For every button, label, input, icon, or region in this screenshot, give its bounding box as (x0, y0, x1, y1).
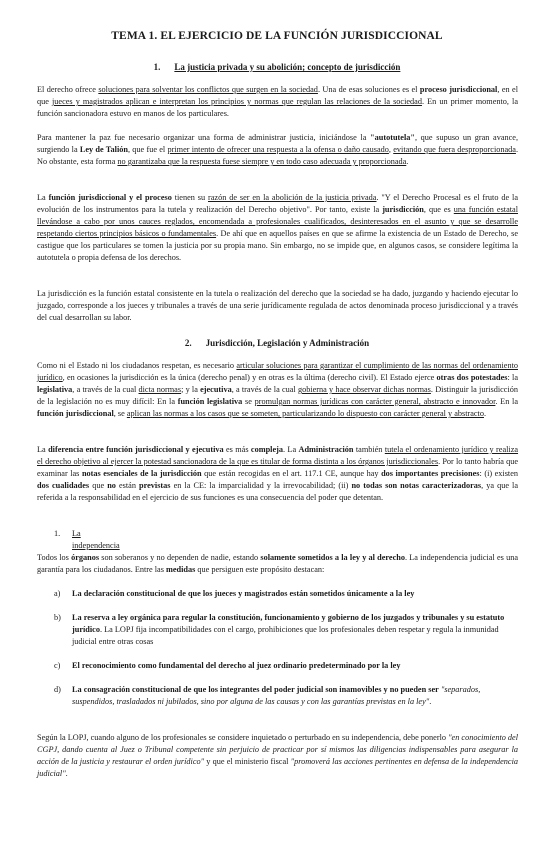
paragraph-jurisdiccion: La función jurisdiccional y el proceso tienen su razón de ser en la abolición de la justicia privada. "Y el Derecho Procesal es el fruto de la evolución de los instrumentos para la tutela y realización del Derecho objetivo". Por tanto, existe la jurisdicción, que es una función estatal llevándose a cabo por unos cauces reglados, encomendada a profesionales cualificados, desinteresados en el asunto y que se desarrolle respetando ciertos principios básicos o fundamentales. De ahí que en aquellos países en que se afirme la existencia de un Estado de Derecho, se castigue que los particulares se tomen la justicia por su propia mano. Sin embargo, no se impide que, en algunos casos, se considere legítima la autotutela o propia defensa de los derechos. (37, 193, 518, 262)
paragraph-organos: Todos los órganos son soberanos y no dependen de nadie, estando solamente sometidos a la ley y al derecho. La independencia judicial es una garantía para los ciudadanos. Entre las medidas que persiguen este propósito destacan: (37, 553, 518, 574)
section-number: 1. (153, 62, 161, 72)
list-label: La independencia (72, 529, 120, 550)
document-page: TEMA 1. EL EJERCICIO DE LA FUNCIÓN JURISDICCIONAL 1. La justicia privada y su abolición; concepto de jurisdicción El derecho ofrece soluciones para solventar los conflictos que surgen en la sociedad. Una de esas soluciones es el proceso jurisdiccional, en el que jueces y magistrados aplican e interpretan los principios y normas que regulan las relaciones de la sociedad. En un primer momento, la función sancionadora estuvo en manos de los particulares. Para mantener la paz fue necesario organizar una forma de administrar justicia, iniciándose la "autotutela", que supuso un gran avance, surgiendo la Ley de Talión, que fue el primer intento de ofrecer una respuesta a la ofensa o daño causado, evitando que fuera desproporcionada. No obstante, esta forma no garantizaba que la respuesta fuese siempre y en todo caso adecuada y proporcionada. La función jurisdiccional y el proceso tienen su razón de ser en la abolición de la justicia privada. "Y el Derecho Procesal es el fruto de la evolución de los instrumentos para la tutela y realización del Derecho objetivo". Por tanto, existe la jurisdicción, que es una función estatal llevándose a cabo por unos cauces reglados, encomendada a profesionales cualificados, desinteresados en el asunto y que se desarrolle respetando ciertos principios básicos o fundamentales. De ahí que en aquellos países en que se afirme la existencia de un Estado de Derecho, se castigue que los particulares se tomen la justicia por su propia mano. Sin embargo, no se impide que, en algunos casos, se considere legítima la autotutela o propia defensa de los derechos. La jurisdicción es la función estatal consistente en la tutela o realización del derecho que la sociedad se ha dado, juzgando y haciendo ejecutar lo juzgado, corresponde a los jueces y tribunales a través de una serie jurídicamente regulada de actos denominada proceso jurisdiccional y a través del cual desarrollan su labor. 2. Jurisdicción, Legislación y Administración Como ni el Estado ni los ciudadanos respetan, es necesario articular soluciones para garantizar el cumplimiento de las normas del ordenamiento jurídico, en ocasiones la jurisdicción es la única (derecho penal) y en otras es la última (derecho civil). El Estado ejerce otras dos potestades: la legislativa, a través de la cual dicta normas; y la ejecutiva, a través de la cual gobierna y hace observar dichas normas. Distinguir la jurisdicción de la legislación no es muy difícil: En la función legislativa se promulgan normas jurídicas con carácter general, abstracto e innovador. En la función jurisdiccional, se aplican las normas a los casos que se someten, particularizando lo dispuesto con carácter general y abstracto. La diferencia entre función jurisdiccional y ejecutiva es más compleja. La Administración también tutela el ordenamiento jurídico y realiza el derecho objetivo al ejercer la potestad sancionadora de la que es titular de forma distinta a los órganos jurisdiccionales. Por lo tanto habría que examinar las notas esenciales de la jurisdicción que están recogidas en el art. 117.1 CE, aunque hay dos importantes precisiones: (i) existen dos cualidades que no están previstas en la CE: la imparcialidad y la irrevocabilidad; (ii) no todas son notas caracterizadoras, ya que la referida a la responsabilidad en el ejercicio de sus funciones es una consecuencia del poder que detentan. 1. La independencia Todos los órganos son soberanos y no dependen de nadie, estando solamente sometidos a la ley y al derecho. La independencia judicial es una garantía para los ciudadanos. Entre las medidas que persiguen este propósito destacan: a) La declaración constitucional de que los jueces y magistrados están sometidos únicamente a la ley b) La reserva a ley orgánica para regular la constitución, funcionamiento y gobierno de los juzgados y tribunales y su estatuto jurídico. La LOPJ fija incompatibilidades con el cargo, prohibiciones que los profesionales deben respetar y regula la inmunidad judicial entre otras cosas c) El reconocimiento como fundamental del derecho al juez ordinario predeterminado por la ley d) La consagración constitucional de que los integrantes del poder judicial son inamovibles y no pueden ser "separados, suspendidos, trasladados ni jubilados, sino por alguna de las causas y con las garantías previstas en la ley". Según la LOPJ, cuando alguno de los profesionales se considere inquietado o perturbado en su independencia, debe ponerlo "en conocimiento del CGPJ, dando cuenta al Juez o Tribunal competente sin perjuicio de practicar por sí mismos las diligencias indispensables para asegurar la acción de la justicia y restaurar el orden jurídico" y que el ministerio fiscal "promoverá las acciones pertinentes en defensa de la independencia judicial". (0, 0, 554, 848)
section-title: Jurisdicción, Legislación y Administración (205, 338, 370, 348)
list-marker: c) (54, 661, 61, 670)
list-marker: b) (54, 613, 61, 622)
paragraph-intro: El derecho ofrece soluciones para solventar los conflictos que surgen en la sociedad. Una de esas soluciones es el proceso jurisdiccional, en el que jueces y magistrados aplican e interpretan los principios y normas que regulan las relaciones de la sociedad. En un primer momento, la función sancionadora estuvo en manos de los particulares. (37, 85, 518, 118)
paragraph-definicion: La jurisdicción es la función estatal consistente en la tutela o realización del derecho que la sociedad se ha dado, juzgando y haciendo ejecutar lo juzgado, corresponde a los jueces y tribunales a través de una serie jurídicamente regulada de actos denominada proceso jurisdiccional y a través del cual desarrollan su labor. (37, 289, 518, 322)
section-number: 2. (184, 338, 192, 348)
list-marker: d) (54, 685, 61, 694)
paragraph-potestades: Como ni el Estado ni los ciudadanos respetan, es necesario articular soluciones para garantizar el cumplimiento de las normas del ordenamiento jurídico, en ocasiones la jurisdicción es la única (derecho penal) y en otras es la última (derecho civil). El Estado ejerce otras dos potestades: la legislativa, a través de la cual dicta normas; y la ejecutiva, a través de la cual gobierna y hace observar dichas normas. Distinguir la jurisdicción de la legislación no es muy difícil: En la función legislativa se promulgan normas jurídicas con carácter general, abstracto e innovador. En la función jurisdiccional, se aplican las normas a los casos que se someten, particularizando lo dispuesto con carácter general y abstracto. (37, 361, 519, 418)
list-marker: a) (54, 589, 61, 598)
page-title: TEMA 1. EL EJERCICIO DE LA FUNCIÓN JURISDICCIONAL (111, 30, 443, 42)
paragraph-ejecutiva: La diferencia entre función jurisdiccional y ejecutiva es más compleja. La Administración también tutela el ordenamiento jurídico y realiza el derecho objetivo al ejercer la potestad sancionadora de la que es titular de forma distinta a los órganos jurisdiccionales. Por lo tanto habría que examinar las notas esenciales de la jurisdicción que están recogidas en el art. 117.1 CE, aunque hay dos importantes precisiones: (i) existen dos cualidades que no están previstas en la CE: la imparcialidad y la irrevocabilidad; (ii) no todas son notas caracterizadoras, ya que la referida a la responsabilidad en el ejercicio de sus funciones es una consecuencia del poder que detentan. (37, 445, 519, 502)
paragraph-lopj: Según la LOPJ, cuando alguno de los profesionales se considere inquietado o perturbado en su independencia, debe ponerlo "en conocimiento del CGPJ, dando cuenta al Juez o Tribunal competente sin perjuicio de practicar por sí mismos las diligencias indispensables para asegurar la acción de la justicia y restaurar el orden jurídico" y que el ministerio fiscal "promoverá las acciones pertinentes en defensa de la independencia judicial". (37, 733, 519, 778)
list-number: 1. (54, 529, 61, 538)
paragraph-autotutela: Para mantener la paz fue necesario organizar una forma de administrar justicia, iniciándose la "autotutela", que supuso un gran avance, surgiendo la Ley de Talión, que fue el primer intento de ofrecer una respuesta a la ofensa o daño causado, evitando que fuera desproporcionada. No obstante, esta forma no garantizaba que la respuesta fuese siempre y en todo caso adecuada y proporcionada. (37, 133, 519, 166)
section-1-heading (0, 62, 554, 72)
section-2-heading (0, 338, 554, 348)
section-title: La justicia privada y su abolición; concepto de jurisdicción (174, 62, 401, 72)
